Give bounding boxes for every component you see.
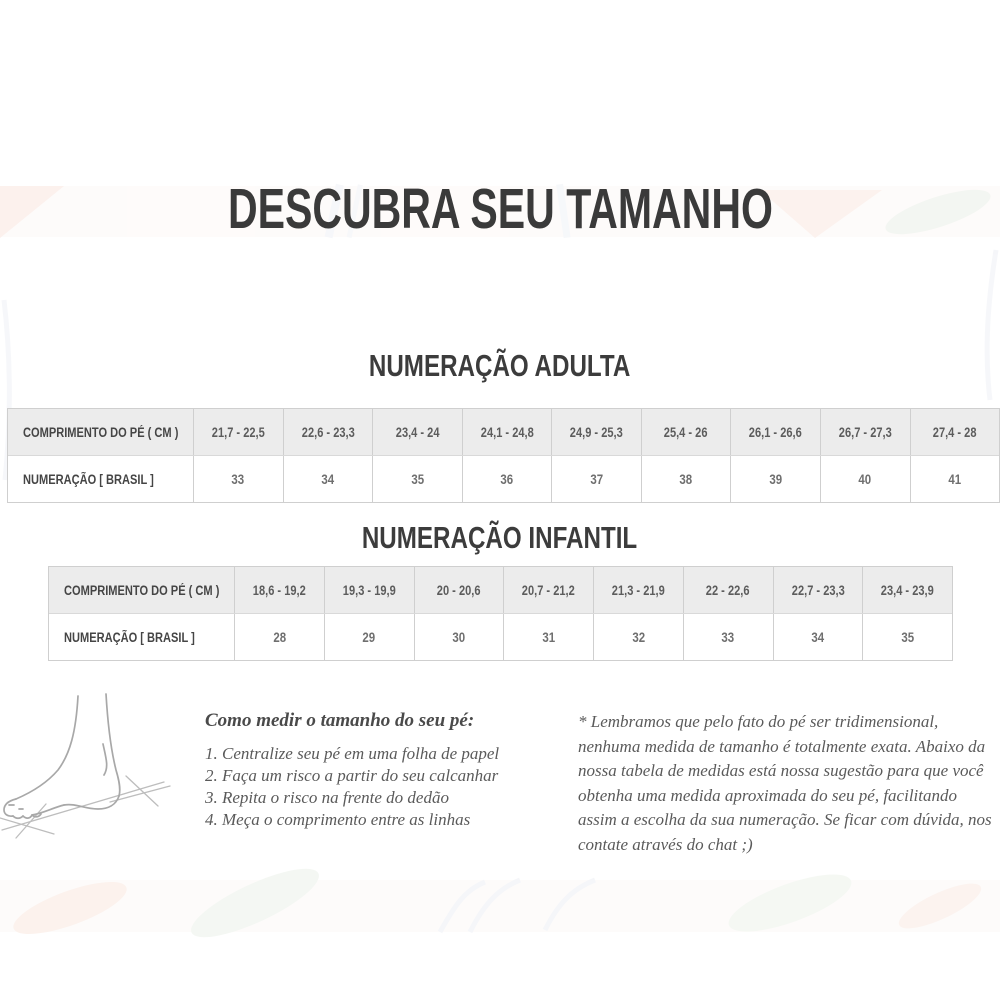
infant-size-row xyxy=(49,613,952,660)
size-cell xyxy=(910,456,1000,502)
length-cell xyxy=(414,567,504,613)
row-label-text: NUMERAÇÃO [ BRASIL ] xyxy=(23,471,154,487)
length-cell xyxy=(773,567,863,613)
size-cell xyxy=(641,456,731,502)
infant-section-heading xyxy=(0,520,1000,556)
adult-length-row xyxy=(8,409,999,455)
length-cell-text: 27,4 - 28 xyxy=(932,424,977,440)
size-cell xyxy=(593,614,683,660)
size-cell xyxy=(730,456,820,502)
size-cell-text: 34 xyxy=(811,629,825,645)
length-cell xyxy=(730,409,820,455)
how-to-step xyxy=(205,765,583,787)
size-cell-text: 32 xyxy=(631,629,645,645)
size-cell-text: 30 xyxy=(452,629,466,645)
length-cell xyxy=(503,567,593,613)
size-cell xyxy=(503,614,593,660)
adult-section-heading xyxy=(0,348,1000,384)
foot-measure-icon xyxy=(0,692,200,860)
size-cell xyxy=(820,456,910,502)
size-cell-text: 31 xyxy=(542,629,556,645)
how-to-step-text: 4. Meça o comprimento entre as linhas xyxy=(205,810,471,829)
length-cell-text: 25,4 - 26 xyxy=(664,424,708,440)
size-cell-text: 38 xyxy=(679,471,693,487)
size-cell-text: 35 xyxy=(901,629,915,645)
length-cell-text: 20,7 - 21,2 xyxy=(522,582,576,598)
size-cell xyxy=(462,456,552,502)
size-cell-text: 35 xyxy=(411,471,424,487)
length-cell xyxy=(683,567,773,613)
length-cell xyxy=(551,409,641,455)
infant-size-table xyxy=(48,566,953,661)
how-to-step xyxy=(205,787,583,809)
adult-size-table xyxy=(7,408,1000,503)
size-cell-text: 36 xyxy=(500,471,514,487)
length-cell xyxy=(910,409,1000,455)
size-cell xyxy=(283,456,373,502)
size-cell xyxy=(551,456,641,502)
how-to-step-text: 1. Centralize seu pé em uma folha de papel xyxy=(205,744,500,763)
adult-length-cells xyxy=(193,409,999,455)
length-cell-text: 22,7 - 23,3 xyxy=(791,582,845,598)
size-cell xyxy=(862,614,952,660)
length-cell xyxy=(641,409,731,455)
length-cell xyxy=(234,567,324,613)
how-to-measure-section xyxy=(205,710,583,831)
size-cell xyxy=(193,456,283,502)
infant-length-cells xyxy=(234,567,952,613)
length-cell xyxy=(193,409,283,455)
length-cell xyxy=(820,409,910,455)
size-cell-text: 40 xyxy=(858,471,872,487)
adult-length-row-label xyxy=(8,409,193,455)
how-to-measure-heading: Como medir o tamanho do seu pé: xyxy=(205,710,475,731)
length-cell-text: 18,6 - 19,2 xyxy=(252,582,306,598)
length-cell-text: 26,7 - 27,3 xyxy=(838,424,892,440)
length-cell-text: 20 - 20,6 xyxy=(437,582,481,598)
length-cell-text: 22,6 - 23,3 xyxy=(301,424,355,440)
size-cell-text: 33 xyxy=(231,471,245,487)
length-cell-text: 21,3 - 21,9 xyxy=(611,582,665,598)
page-title xyxy=(0,176,1000,242)
adult-section-heading-text: NUMERAÇÃO ADULTA xyxy=(369,348,631,383)
length-cell xyxy=(324,567,414,613)
length-cell-text: 21,7 - 22,5 xyxy=(211,424,265,440)
length-cell-text: 23,4 - 24 xyxy=(395,424,440,440)
size-cell xyxy=(234,614,324,660)
how-to-step-text: 3. Repita o risco na frente do dedão xyxy=(205,788,449,807)
size-cell xyxy=(324,614,414,660)
length-cell xyxy=(862,567,952,613)
size-cell-text: 28 xyxy=(272,629,286,645)
size-cell-text: 29 xyxy=(362,629,376,645)
size-cell xyxy=(773,614,863,660)
length-cell-text: 23,4 - 23,9 xyxy=(881,582,935,598)
length-cell-text: 22 - 22,6 xyxy=(706,582,750,598)
infant-length-row xyxy=(49,567,952,613)
size-cell xyxy=(372,456,462,502)
infant-section-heading-text: NUMERAÇÃO INFANTIL xyxy=(362,520,638,555)
page-title-text: DESCUBRA SEU TAMANHO xyxy=(227,177,773,241)
size-cell-text: 39 xyxy=(769,471,783,487)
infant-size-row-label xyxy=(49,614,234,660)
how-to-step xyxy=(205,809,583,831)
length-cell-text: 19,3 - 19,9 xyxy=(342,582,396,598)
infant-size-cells xyxy=(234,614,952,660)
adult-size-row xyxy=(8,455,999,502)
length-cell xyxy=(462,409,552,455)
row-label-text: NUMERAÇÃO [ BRASIL ] xyxy=(64,629,195,645)
length-cell xyxy=(372,409,462,455)
how-to-step xyxy=(205,743,583,765)
length-cell xyxy=(283,409,373,455)
disclaimer-note: * Lembramos que pelo fato do pé ser tridimensional, nenhuma medida de tamanho é totalmente exata. Abaixo da nossa tabela de medidas está nossa sugestão para que você obtenha uma medida aproximada do seu pé, facilitando assim a escolha da sua numeração. Se ficar com dúvida, nos contate através do chat ;) xyxy=(578,712,992,854)
adult-size-row-label xyxy=(8,456,193,502)
infant-length-row-label xyxy=(49,567,234,613)
size-cell-text: 34 xyxy=(321,471,335,487)
adult-size-cells xyxy=(193,456,999,502)
size-cell xyxy=(683,614,773,660)
size-cell-text: 37 xyxy=(590,471,603,487)
how-to-step-text: 2. Faça um risco a partir do seu calcanhar xyxy=(205,766,499,785)
length-cell-text: 24,1 - 24,8 xyxy=(480,424,534,440)
length-cell-text: 24,9 - 25,3 xyxy=(570,424,623,440)
length-cell-text: 26,1 - 26,6 xyxy=(749,424,803,440)
size-cell-text: 41 xyxy=(948,471,962,487)
size-cell-text: 33 xyxy=(721,629,735,645)
how-to-measure-steps xyxy=(205,743,583,831)
row-label-text: COMPRIMENTO DO PÉ ( CM ) xyxy=(64,582,220,598)
length-cell xyxy=(593,567,683,613)
row-label-text: COMPRIMENTO DO PÉ ( CM ) xyxy=(23,424,179,440)
size-cell xyxy=(414,614,504,660)
